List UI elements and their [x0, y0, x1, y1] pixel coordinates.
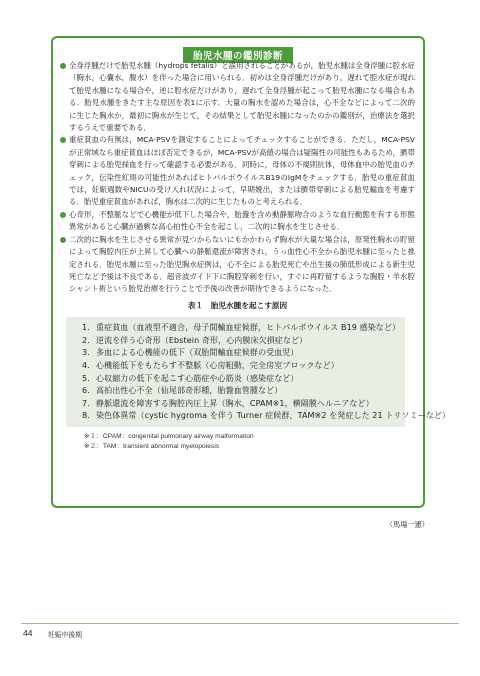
paragraph-text: 重症貧血の有無は，MCA-PSVを測定することによってチェックすることができる．ただし，MCA-PSVが正常域なら重症貧血はほぼ否定できるが，MCA-PSVが高値の場合は疑陽性の可能性もあるため，臍帯穿刺による胎児採血を行って確認する必要がある．同時に，母体の不規則抗体，母体血中の胎児血のチェック，伝染性紅斑の可能性があればヒトパルボウイルスB19のIgMをチェックする．胎児の重症貧血では，妊娠週数やNICUの受け入れ状況によって，早期娩出，または臍帯穿刺による胎児輸血を考慮する．胎児重症貧血があれば，胸水は二次的に生じたものと考えられる．: [69, 135, 415, 207]
row-text: 心収縮力の低下を起こす心筋症や心筋炎（感染症など）: [96, 373, 299, 383]
table-row: [82, 360, 405, 373]
row-text: 染色体異常（cystic hygroma を伴う Turner 症候群，TAM※2 を発症した 21 トリソミーなど）: [96, 411, 451, 421]
table-row: [82, 347, 405, 360]
table-row: [82, 410, 451, 423]
paragraph-text: 二次的に胸水を生じさせる異常が見つからないにもかかわらず胸水が大量な場合は，原発性胸水の貯留によって胸腔内圧が上昇して心臓への静脈還流が障害され，うっ血性心不全から胎児水腫に至ったと推定される．胎児水腫に至った胎児胸水症例は，心不全による胎児死亡や出生後の肺低形成による新生児死亡など予後は不良である．超音波ガイド下に胸腔穿刺を行い，すぐに再貯留するような胸腔・羊水腔シャント術という胎児治療を行うことで予後の改善が期待できるようになった．: [69, 234, 415, 294]
box-title: 胎児水腫の鑑別診断: [183, 47, 293, 63]
table-caption: 表１ 胎児水腫を起こす原因: [187, 300, 288, 310]
row-number: 1．: [82, 323, 96, 333]
author-credit: （馬場一憲）: [385, 520, 429, 529]
row-text: 高拍出性心不全（仙尾部奇形種，胎盤血管腫など）: [96, 386, 283, 396]
differential-diagnosis-box: [51, 36, 451, 508]
page-number: 44: [23, 628, 33, 638]
row-number: 3．: [82, 348, 96, 358]
paragraph-item: [60, 60, 415, 134]
note-cpam: ※１：CPAM：congenital pulmonary airway malformation: [84, 432, 254, 440]
paragraph-text: 全身浮腫だけで胎児水腫（hydrops fetalis）と誤用されることがあるが，胎児水腫は全身浮腫に腔水症（胸水，心嚢水，腹水）を伴った場合に用いられる．初めは全身浮腫だけがあり，遅れて腔水症が現れて胎児水腫になる場合や，逆に腔水症だけがあり，遅れて全身浮腫が起こって胎児水腫になる場合もある．胎児水腫をきたす主な原因を表1に示す．大量の胸水を認めた場合は，心不全などによって二次的に生じた胸水か，最初に胸水が生じて，その結果として胎児水腫になったのかの鑑別が，治療法を選択するうえで重要である．: [69, 61, 415, 133]
row-number: 6．: [82, 386, 96, 396]
row-number: 4．: [82, 360, 96, 370]
row-text: 静脈還流を障害する胸腔内圧上昇（胸水，CPAM※1，横隔膜ヘルニアなど）: [96, 398, 374, 408]
paragraph-item: [60, 209, 415, 234]
row-text: 心機能低下をもたらす不整脈（心房粗動，完全房室ブロックなど）: [96, 360, 339, 370]
row-text: 多血による心機能の低下（双胎間輸血症候群の受血児）: [96, 348, 299, 358]
table-notes: [84, 432, 415, 452]
box-content: [60, 60, 451, 452]
paragraph-item: [60, 134, 415, 208]
causes-table: [66, 317, 451, 427]
table-row: [82, 373, 405, 386]
bullet-icon: [60, 137, 66, 143]
note-tam: ※２：TAM：transient abnormal myelopoiesis: [84, 442, 220, 450]
bullet-icon: [60, 63, 66, 69]
table-row: [82, 322, 405, 335]
row-text: 逆流を伴う心奇形（Ebstein 奇形，心内膜床欠損症など）: [96, 335, 308, 345]
section-label: 妊娠中後期: [48, 631, 82, 639]
bullet-icon: [60, 237, 66, 243]
table-row: [82, 335, 405, 348]
footer-divider: [21, 623, 459, 624]
table-row: [82, 398, 405, 411]
paragraph-item: [60, 234, 415, 296]
paragraph-text: 心奇形，不整脈などで心機能が低下した場合や，胎盤を含め動静脈吻合のような血行動態を有する形態異常があると心臓が過剰な高心拍性心不全を起こし，二次的に胸水を生じさせる．: [69, 209, 415, 232]
bullet-icon: [60, 212, 66, 218]
row-number: 7．: [82, 398, 96, 408]
row-number: 2．: [82, 335, 96, 345]
row-text: 重症貧血（血液型不適合，母子間輸血症候群，ヒトパルボウイルス B19 感染など）: [96, 323, 401, 333]
page-footer: [0, 623, 480, 624]
row-number: 8．: [82, 411, 96, 421]
row-number: 5．: [82, 373, 96, 383]
table-row: [82, 385, 405, 398]
